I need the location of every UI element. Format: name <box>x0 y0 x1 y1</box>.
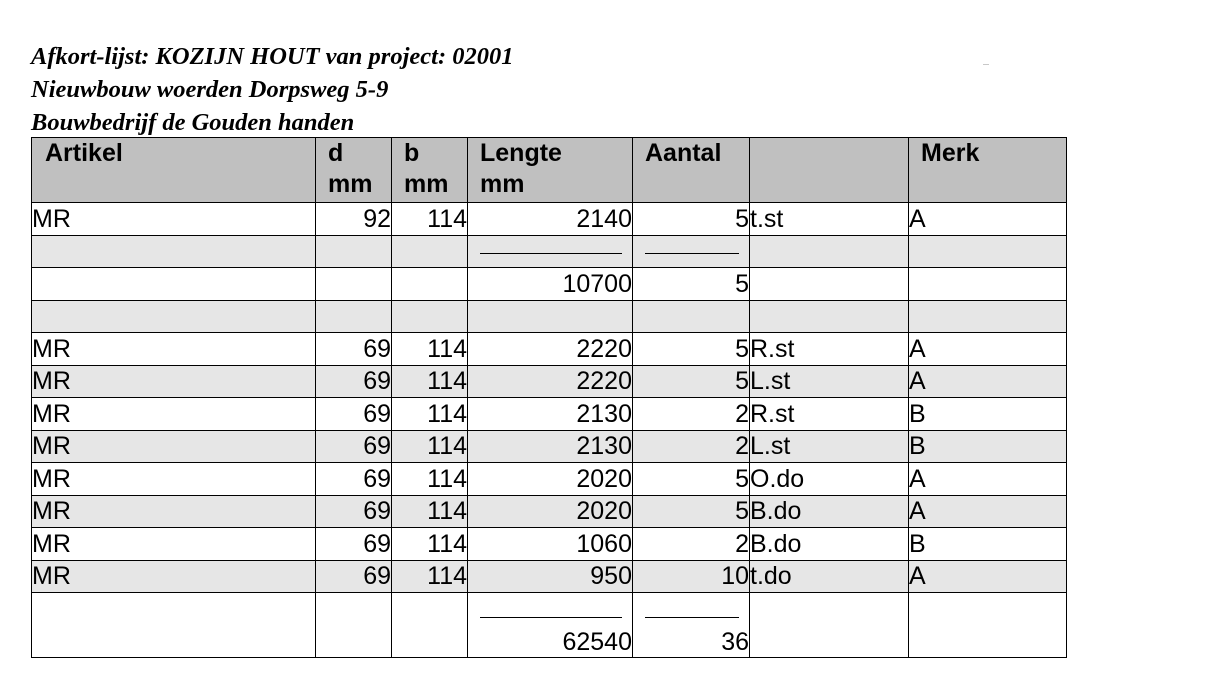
table-row <box>32 203 1067 236</box>
table-row <box>32 463 1067 496</box>
total-lengte-cell <box>468 593 633 658</box>
cell-artikel: MR <box>32 463 316 496</box>
cell-b: 114 <box>392 333 468 366</box>
cell-omschrijving: t.do <box>750 560 909 593</box>
cell-b: 114 <box>392 528 468 561</box>
cell-aantal: 5 <box>633 333 750 366</box>
cell-b: 114 <box>392 365 468 398</box>
list-title: Afkort-lijst: KOZIJN HOUT van project: 02001 <box>31 43 514 70</box>
table-row <box>32 560 1067 593</box>
subtotal-line-lengte <box>468 235 633 268</box>
table-row <box>32 528 1067 561</box>
cell-b: 114 <box>392 495 468 528</box>
cell-b: 114 <box>392 398 468 431</box>
cell-artikel: MR <box>32 528 316 561</box>
cell-artikel: MR <box>32 495 316 528</box>
cell-artikel: MR <box>32 398 316 431</box>
separator-row <box>32 235 1067 268</box>
cell-merk: B <box>909 528 1067 561</box>
cell-b: 114 <box>392 463 468 496</box>
cell-merk: A <box>909 463 1067 496</box>
cell-lengte: 2130 <box>468 430 633 463</box>
cell-lengte: 950 <box>468 560 633 593</box>
cell-artikel: MR <box>32 430 316 463</box>
total-lengte: 62540 <box>562 628 632 656</box>
cell-merk: A <box>909 365 1067 398</box>
subtotal-line-aantal <box>633 235 750 268</box>
cell-omschrijving: B.do <box>750 528 909 561</box>
cell-aantal: 5 <box>633 365 750 398</box>
cell-b: 114 <box>392 560 468 593</box>
table-row <box>32 365 1067 398</box>
cell-d: 69 <box>316 333 392 366</box>
cell-d: 69 <box>316 560 392 593</box>
cell-lengte: 2140 <box>468 203 633 236</box>
cell-merk: A <box>909 333 1067 366</box>
cell-d: 69 <box>316 365 392 398</box>
total-row <box>32 593 1067 658</box>
cell-omschrijving: L.st <box>750 430 909 463</box>
company-name: Bouwbedrijf de Gouden handen <box>31 109 355 136</box>
cell-artikel: MR <box>32 365 316 398</box>
table-row <box>32 398 1067 431</box>
cell-lengte: 2020 <box>468 495 633 528</box>
cell-omschrijving: R.st <box>750 398 909 431</box>
cell-omschrijving: R.st <box>750 333 909 366</box>
cell-aantal: 2 <box>633 430 750 463</box>
cell-aantal: 2 <box>633 398 750 431</box>
scan-speck <box>983 64 989 65</box>
table-header-row <box>32 138 1067 203</box>
cell-d: 69 <box>316 463 392 496</box>
cell-aantal: 5 <box>633 203 750 236</box>
total-aantal: 36 <box>721 628 749 656</box>
cell-d: 69 <box>316 528 392 561</box>
cell-lengte: 2220 <box>468 365 633 398</box>
blank-row <box>32 300 1067 333</box>
project-name: Nieuwbouw woerden Dorpsweg 5-9 <box>31 76 389 103</box>
cell-omschrijving: L.st <box>750 365 909 398</box>
col-header-artikel: Artikel <box>32 138 316 203</box>
cell-d: 69 <box>316 495 392 528</box>
cell-d: 69 <box>316 430 392 463</box>
subtotal-lengte: 10700 <box>468 268 633 301</box>
cell-merk: B <box>909 430 1067 463</box>
cell-artikel: MR <box>32 203 316 236</box>
cell-omschrijving: B.do <box>750 495 909 528</box>
col-header-lengte: Lengte mm <box>468 138 633 203</box>
cell-aantal: 5 <box>633 463 750 496</box>
cell-b: 114 <box>392 203 468 236</box>
cell-d: 92 <box>316 203 392 236</box>
cell-lengte: 1060 <box>468 528 633 561</box>
cell-merk: A <box>909 203 1067 236</box>
cell-lengte: 2130 <box>468 398 633 431</box>
cell-omschrijving: t.st <box>750 203 909 236</box>
cell-aantal: 2 <box>633 528 750 561</box>
col-header-omschrijving <box>750 138 909 203</box>
cell-omschrijving: O.do <box>750 463 909 496</box>
cell-artikel: MR <box>32 560 316 593</box>
total-aantal-cell <box>633 593 750 658</box>
cell-artikel: MR <box>32 333 316 366</box>
cutting-list-table <box>31 137 1067 658</box>
col-header-b: b mm <box>392 138 468 203</box>
cell-lengte: 2020 <box>468 463 633 496</box>
table-row <box>32 430 1067 463</box>
subtotal-row <box>32 268 1067 301</box>
col-header-aantal: Aantal <box>633 138 750 203</box>
cell-merk: B <box>909 398 1067 431</box>
cell-b: 114 <box>392 430 468 463</box>
cell-merk: A <box>909 495 1067 528</box>
cell-aantal: 5 <box>633 495 750 528</box>
table-row <box>32 333 1067 366</box>
cell-aantal: 10 <box>633 560 750 593</box>
cell-d: 69 <box>316 398 392 431</box>
col-header-merk: Merk <box>909 138 1067 203</box>
cell-merk: A <box>909 560 1067 593</box>
subtotal-aantal: 5 <box>633 268 750 301</box>
col-header-d: d mm <box>316 138 392 203</box>
cell-lengte: 2220 <box>468 333 633 366</box>
table-row <box>32 495 1067 528</box>
